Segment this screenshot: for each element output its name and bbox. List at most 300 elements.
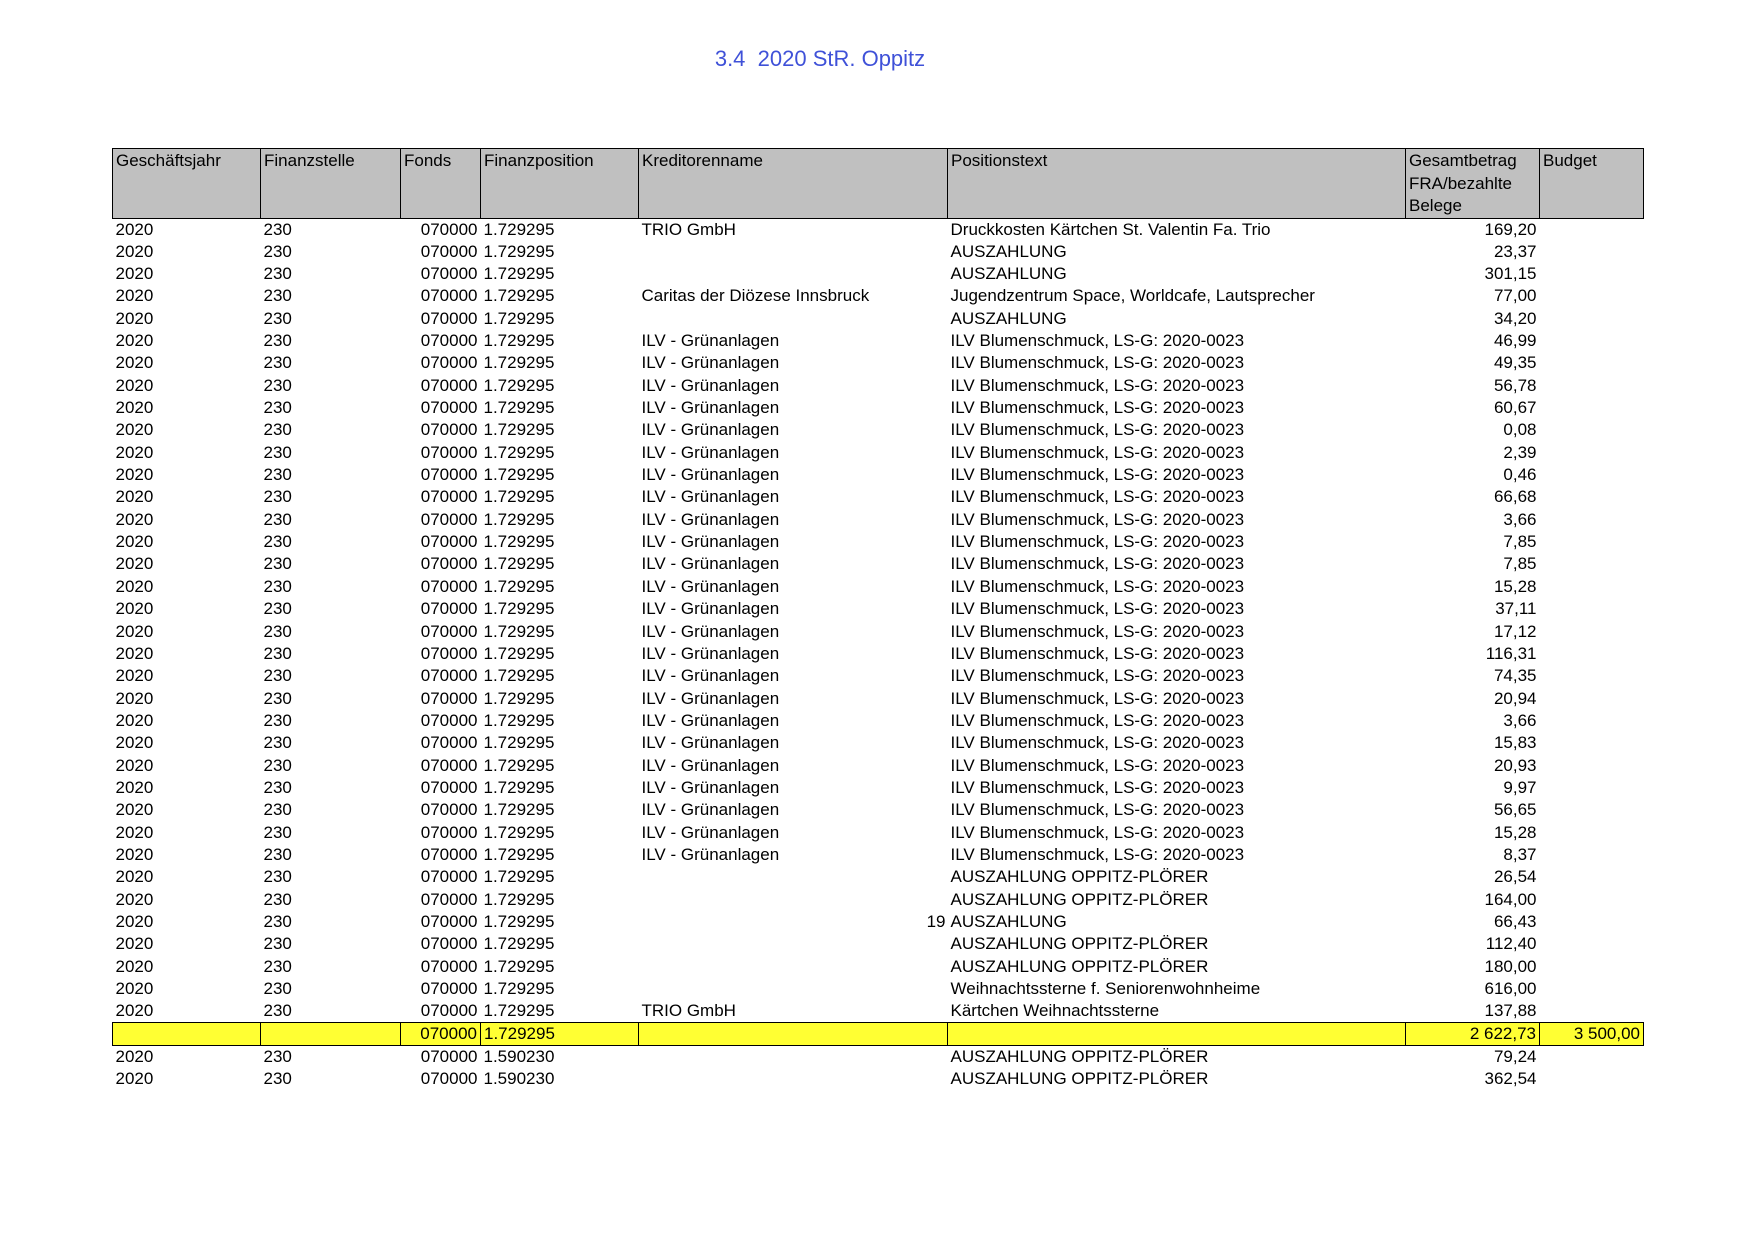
cell-positionstext-value: ILV Blumenschmuck, LS-G: 2020-0023 (950, 331, 1245, 351)
cell-gesamtbetrag (1406, 397, 1540, 419)
cell-finanzstelle (261, 509, 401, 531)
cell-finanzstelle-value: 230 (263, 1069, 292, 1089)
cell-gesamtbetrag-value: 20,93 (1493, 755, 1537, 775)
cell-finanzstelle (261, 844, 401, 866)
cell-gesamtbetrag-value: 23,37 (1493, 241, 1537, 261)
cell-positionstext (948, 866, 1406, 888)
cell-kreditorenname (639, 888, 948, 910)
cell-finanzstelle-value: 230 (263, 554, 292, 574)
col-header-finanzstelle: Finanzstelle (261, 149, 401, 219)
cell-gesamtbetrag-value: 49,35 (1493, 353, 1537, 373)
table-row (113, 509, 1644, 531)
table-row (113, 866, 1644, 888)
cell-gesamtbetrag-value: 362,54 (1484, 1069, 1537, 1089)
cell-finanzstelle-value: 230 (263, 532, 292, 552)
cell-fonds-value: 070000 (420, 1024, 477, 1044)
cell-finanzposition (481, 486, 639, 508)
cell-geschaeftsjahr-value: 2020 (115, 911, 154, 931)
cell-kreditorenname-value: ILV - Grünanlagen (641, 688, 780, 708)
subtotal-row (113, 1023, 1644, 1046)
cell-finanzstelle (261, 710, 401, 732)
cell-finanzposition-value: 1.729295 (483, 1001, 555, 1021)
cell-positionstext (948, 419, 1406, 441)
cell-fonds (401, 1046, 481, 1069)
cell-geschaeftsjahr (113, 665, 261, 687)
cell-finanzposition-value: 1.729295 (483, 241, 555, 261)
cell-fonds (401, 263, 481, 285)
cell-budget (1540, 553, 1644, 575)
cell-kreditorenname (639, 911, 948, 933)
cell-gesamtbetrag (1406, 643, 1540, 665)
cell-finanzstelle (261, 821, 401, 843)
cell-positionstext-value: AUSZAHLUNG (950, 308, 1067, 328)
cell-finanzstelle (261, 687, 401, 709)
cell-budget (1540, 464, 1644, 486)
cell-kreditorenname-value: Caritas der Diözese Innsbruck (641, 286, 870, 306)
cell-finanzposition-value: 1.729295 (483, 710, 555, 730)
cell-finanzposition-value: 1.729295 (483, 733, 555, 753)
cell-finanzposition (481, 710, 639, 732)
cell-kreditorenname (639, 442, 948, 464)
cell-fonds (401, 241, 481, 263)
cell-finanzstelle (261, 263, 401, 285)
cell-positionstext (948, 911, 1406, 933)
cell-geschaeftsjahr-value: 2020 (115, 442, 154, 462)
cell-fonds-value: 070000 (420, 554, 478, 574)
cell-geschaeftsjahr-value: 2020 (115, 822, 154, 842)
cell-geschaeftsjahr-value: 2020 (115, 979, 154, 999)
cell-gesamtbetrag-value: 77,00 (1493, 286, 1537, 306)
cell-positionstext-value: Weihnachtssterne f. Seniorenwohnheime (950, 979, 1261, 999)
table-row (113, 330, 1644, 352)
cell-geschaeftsjahr-value: 2020 (115, 465, 154, 485)
cell-kreditorenname (639, 1000, 948, 1023)
cell-gesamtbetrag-value: 15,28 (1493, 822, 1537, 842)
cell-finanzstelle-value: 230 (263, 442, 292, 462)
cell-budget (1540, 1046, 1644, 1069)
cell-finanzstelle-value: 230 (263, 867, 292, 887)
cell-finanzposition-value: 1.729295 (483, 621, 555, 641)
table-row (113, 710, 1644, 732)
cell-fonds-value: 070000 (420, 308, 478, 328)
cell-gesamtbetrag (1406, 620, 1540, 642)
cell-budget (1540, 330, 1644, 352)
cell-budget (1540, 687, 1644, 709)
cell-geschaeftsjahr-value: 2020 (115, 688, 154, 708)
cell-geschaeftsjahr (113, 352, 261, 374)
cell-positionstext (948, 978, 1406, 1000)
cell-finanzstelle-value: 230 (263, 375, 292, 395)
cell-finanzposition-value: 1.590230 (483, 1069, 555, 1089)
cell-positionstext (948, 553, 1406, 575)
cell-gesamtbetrag (1406, 888, 1540, 910)
cell-kreditorenname-value: ILV - Grünanlagen (641, 844, 780, 864)
cell-geschaeftsjahr (113, 911, 261, 933)
table-row (113, 576, 1644, 598)
cell-gesamtbetrag (1406, 531, 1540, 553)
cell-fonds (401, 218, 481, 241)
table-row (113, 218, 1644, 241)
table-row (113, 978, 1644, 1000)
cell-gesamtbetrag-value: 7,85 (1503, 554, 1537, 574)
cell-finanzposition-value: 1.729295 (483, 353, 555, 373)
cell-gesamtbetrag (1406, 419, 1540, 441)
cell-positionstext-value: ILV Blumenschmuck, LS-G: 2020-0023 (950, 487, 1245, 507)
cell-positionstext-value: ILV Blumenschmuck, LS-G: 2020-0023 (950, 800, 1245, 820)
cell-kreditorenname (639, 687, 948, 709)
cell-geschaeftsjahr (113, 285, 261, 307)
cell-fonds (401, 330, 481, 352)
cell-gesamtbetrag-value: 17,12 (1493, 621, 1537, 641)
cell-positionstext-value: ILV Blumenschmuck, LS-G: 2020-0023 (950, 666, 1245, 686)
cell-finanzstelle-value: 230 (263, 934, 292, 954)
cell-budget (1540, 866, 1644, 888)
cell-gesamtbetrag-value: 8,37 (1503, 844, 1537, 864)
cell-finanzstelle-value: 230 (263, 331, 292, 351)
cell-finanzposition (481, 397, 639, 419)
cell-gesamtbetrag-value: 60,67 (1493, 398, 1537, 418)
cell-geschaeftsjahr-value: 2020 (115, 576, 154, 596)
cell-fonds (401, 576, 481, 598)
cell-positionstext-value: ILV Blumenschmuck, LS-G: 2020-0023 (950, 576, 1245, 596)
cell-kreditorenname (639, 821, 948, 843)
cell-gesamtbetrag-value: 137,88 (1484, 1001, 1537, 1021)
cell-geschaeftsjahr (113, 844, 261, 866)
cell-kreditorenname (639, 218, 948, 241)
cell-kreditorenname (639, 553, 948, 575)
cell-budget (1540, 397, 1644, 419)
cell-positionstext (948, 710, 1406, 732)
table-row (113, 1068, 1644, 1090)
cell-fonds (401, 553, 481, 575)
cell-gesamtbetrag-value: 20,94 (1493, 688, 1537, 708)
cell-fonds-value: 070000 (420, 666, 478, 686)
cell-finanzposition (481, 509, 639, 531)
cell-finanzposition (481, 375, 639, 397)
cell-budget (1540, 956, 1644, 978)
cell-finanzposition (481, 620, 639, 642)
table-row (113, 754, 1644, 776)
cell-fonds-value: 070000 (420, 509, 478, 529)
cell-positionstext-value: AUSZAHLUNG OPPITZ-PLÖRER (950, 1047, 1209, 1067)
cell-budget (1540, 911, 1644, 933)
cell-kreditorenname (639, 509, 948, 531)
cell-kreditorenname-value: ILV - Grünanlagen (641, 509, 780, 529)
table-row (113, 285, 1644, 307)
cell-kreditorenname-value: ILV - Grünanlagen (641, 442, 780, 462)
cell-finanzposition (481, 1046, 639, 1069)
cell-fonds-value: 070000 (420, 241, 478, 261)
cell-finanzposition (481, 1023, 639, 1046)
cell-finanzposition (481, 911, 639, 933)
cell-geschaeftsjahr-value: 2020 (115, 1069, 154, 1089)
cell-geschaeftsjahr (113, 330, 261, 352)
table-row (113, 442, 1644, 464)
cell-finanzstelle (261, 1068, 401, 1090)
cell-fonds (401, 285, 481, 307)
cell-kreditorenname-value: ILV - Grünanlagen (641, 710, 780, 730)
cell-gesamtbetrag (1406, 665, 1540, 687)
cell-finanzposition (481, 799, 639, 821)
col-header-gesamtbetrag (1406, 149, 1540, 219)
cell-gesamtbetrag (1406, 978, 1540, 1000)
cell-positionstext-value: ILV Blumenschmuck, LS-G: 2020-0023 (950, 643, 1245, 663)
cell-fonds-value: 070000 (420, 755, 478, 775)
cell-geschaeftsjahr (113, 620, 261, 642)
cell-geschaeftsjahr-value: 2020 (115, 934, 154, 954)
cell-geschaeftsjahr-value: 2020 (115, 308, 154, 328)
cell-kreditorenname (639, 620, 948, 642)
cell-finanzposition (481, 732, 639, 754)
cell-geschaeftsjahr (113, 821, 261, 843)
cell-kreditorenname (639, 308, 948, 330)
cell-positionstext-value: ILV Blumenschmuck, LS-G: 2020-0023 (950, 375, 1245, 395)
cell-finanzposition (481, 777, 639, 799)
cell-finanzposition-value: 1.729295 (483, 308, 555, 328)
cell-finanzposition-value: 1.729295 (483, 844, 555, 864)
cell-fonds (401, 911, 481, 933)
cell-finanzstelle (261, 375, 401, 397)
cell-geschaeftsjahr-value: 2020 (115, 264, 154, 284)
cell-positionstext-value: ILV Blumenschmuck, LS-G: 2020-0023 (950, 554, 1245, 574)
table-row (113, 777, 1644, 799)
cell-geschaeftsjahr (113, 375, 261, 397)
cell-positionstext-value: AUSZAHLUNG (950, 264, 1067, 284)
cell-gesamtbetrag-value: 9,97 (1503, 777, 1537, 797)
cell-positionstext-value: ILV Blumenschmuck, LS-G: 2020-0023 (950, 621, 1245, 641)
cell-kreditorenname-value: ILV - Grünanlagen (641, 487, 780, 507)
cell-gesamtbetrag-value: 169,20 (1484, 219, 1537, 239)
cell-finanzstelle-value: 230 (263, 688, 292, 708)
cell-finanzstelle-value: 230 (263, 398, 292, 418)
cell-fonds (401, 754, 481, 776)
ledger-body (113, 218, 1644, 1091)
cell-gesamtbetrag (1406, 777, 1540, 799)
cell-finanzposition-value: 1.729295 (483, 420, 555, 440)
cell-finanzposition-value: 1.729295 (483, 442, 555, 462)
cell-finanzstelle-value: 230 (263, 666, 292, 686)
cell-positionstext-value: ILV Blumenschmuck, LS-G: 2020-0023 (950, 844, 1245, 864)
cell-geschaeftsjahr (113, 933, 261, 955)
cell-finanzstelle-value: 230 (263, 509, 292, 529)
cell-fonds-value: 070000 (420, 576, 478, 596)
col-header-geschaeftsjahr: Geschäftsjahr (113, 149, 261, 219)
cell-finanzposition-value: 1.729295 (483, 286, 555, 306)
cell-finanzstelle-value: 230 (263, 621, 292, 641)
cell-positionstext (948, 956, 1406, 978)
cell-kreditorenname-value: ILV - Grünanlagen (641, 353, 780, 373)
cell-budget (1540, 1068, 1644, 1090)
cell-kreditorenname-value: ILV - Grünanlagen (641, 777, 780, 797)
cell-kreditorenname (639, 375, 948, 397)
cell-finanzposition (481, 844, 639, 866)
cell-kreditorenname (639, 978, 948, 1000)
cell-gesamtbetrag (1406, 486, 1540, 508)
cell-gesamtbetrag (1406, 285, 1540, 307)
cell-kreditorenname (639, 576, 948, 598)
col-header-gesamtbetrag-line: Gesamtbetrag (1409, 151, 1517, 170)
cell-fonds-value: 070000 (420, 710, 478, 730)
cell-kreditorenname (639, 352, 948, 374)
cell-positionstext-value: Kärtchen Weihnachtssterne (950, 1001, 1160, 1021)
cell-geschaeftsjahr-value: 2020 (115, 777, 154, 797)
cell-gesamtbetrag-value: 46,99 (1493, 331, 1537, 351)
cell-finanzstelle (261, 241, 401, 263)
table-row (113, 911, 1644, 933)
cell-budget (1540, 352, 1644, 374)
cell-geschaeftsjahr (113, 531, 261, 553)
cell-geschaeftsjahr (113, 732, 261, 754)
cell-kreditorenname (639, 732, 948, 754)
cell-finanzposition (481, 442, 639, 464)
cell-finanzstelle-value: 230 (263, 353, 292, 373)
table-row (113, 375, 1644, 397)
cell-fonds-value: 070000 (420, 911, 478, 931)
cell-positionstext (948, 397, 1406, 419)
cell-kreditorenname (639, 397, 948, 419)
cell-fonds (401, 486, 481, 508)
cell-finanzposition (481, 531, 639, 553)
table-row (113, 933, 1644, 955)
cell-gesamtbetrag-value: 66,43 (1493, 911, 1537, 931)
cell-finanzstelle-value: 230 (263, 219, 292, 239)
cell-geschaeftsjahr (113, 1000, 261, 1023)
cell-positionstext (948, 844, 1406, 866)
cell-fonds (401, 1000, 481, 1023)
table-row (113, 1000, 1644, 1023)
col-header-kreditorenname: Kreditorenname (639, 149, 948, 219)
cell-finanzposition (481, 956, 639, 978)
cell-positionstext (948, 665, 1406, 687)
cell-finanzposition-value: 1.729295 (484, 1024, 555, 1044)
cell-budget-value: 3 500,00 (1573, 1024, 1640, 1044)
cell-positionstext-value: ILV Blumenschmuck, LS-G: 2020-0023 (950, 710, 1245, 730)
cell-fonds (401, 1023, 481, 1046)
cell-fonds-value: 070000 (420, 532, 478, 552)
cell-gesamtbetrag-value: 2 622,73 (1469, 1024, 1536, 1044)
cell-geschaeftsjahr-value: 2020 (115, 956, 154, 976)
cell-geschaeftsjahr-value: 2020 (115, 532, 154, 552)
cell-fonds (401, 308, 481, 330)
cell-finanzposition-value: 1.729295 (483, 956, 555, 976)
cell-budget (1540, 620, 1644, 642)
cell-geschaeftsjahr (113, 509, 261, 531)
cell-finanzstelle-value: 230 (263, 710, 292, 730)
cell-geschaeftsjahr-value: 2020 (115, 621, 154, 641)
cell-positionstext (948, 754, 1406, 776)
cell-positionstext (948, 442, 1406, 464)
cell-positionstext (948, 531, 1406, 553)
cell-fonds (401, 464, 481, 486)
cell-fonds-value: 070000 (420, 1047, 478, 1067)
cell-finanzstelle-value: 230 (263, 1001, 292, 1021)
cell-gesamtbetrag-value: 3,66 (1503, 509, 1537, 529)
cell-geschaeftsjahr (113, 799, 261, 821)
cell-fonds-value: 070000 (420, 420, 478, 440)
cell-fonds (401, 687, 481, 709)
cell-finanzposition (481, 933, 639, 955)
cell-gesamtbetrag (1406, 754, 1540, 776)
cell-kreditorenname (639, 1068, 948, 1090)
cell-finanzposition-value: 1.729295 (483, 375, 555, 395)
cell-kreditorenname-value: ILV - Grünanlagen (641, 576, 780, 596)
cell-gesamtbetrag (1406, 1023, 1540, 1046)
cell-geschaeftsjahr (113, 1046, 261, 1069)
cell-budget (1540, 576, 1644, 598)
cell-finanzstelle (261, 799, 401, 821)
cell-finanzstelle-value: 230 (263, 599, 292, 619)
cell-finanzposition-value: 1.729295 (483, 934, 555, 954)
cell-finanzstelle (261, 665, 401, 687)
cell-fonds (401, 643, 481, 665)
cell-fonds (401, 442, 481, 464)
cell-gesamtbetrag (1406, 352, 1540, 374)
cell-kreditorenname (639, 285, 948, 307)
cell-budget (1540, 754, 1644, 776)
cell-gesamtbetrag-value: 34,20 (1493, 308, 1537, 328)
cell-geschaeftsjahr-value: 2020 (115, 509, 154, 529)
cell-finanzstelle-value: 230 (263, 465, 292, 485)
cell-finanzposition (481, 218, 639, 241)
table-row (113, 687, 1644, 709)
cell-positionstext-value: ILV Blumenschmuck, LS-G: 2020-0023 (950, 733, 1245, 753)
cell-budget (1540, 665, 1644, 687)
cell-finanzstelle (261, 866, 401, 888)
cell-finanzstelle-value: 230 (263, 979, 292, 999)
cell-gesamtbetrag (1406, 933, 1540, 955)
cell-fonds (401, 844, 481, 866)
cell-fonds (401, 419, 481, 441)
cell-finanzposition-value: 1.590230 (483, 1047, 555, 1067)
cell-fonds-value: 070000 (420, 822, 478, 842)
cell-finanzstelle (261, 442, 401, 464)
cell-finanzposition-value: 1.729295 (483, 777, 555, 797)
cell-finanzposition (481, 888, 639, 910)
cell-positionstext (948, 1068, 1406, 1090)
cell-fonds-value: 070000 (420, 442, 478, 462)
cell-finanzstelle (261, 888, 401, 910)
cell-fonds (401, 799, 481, 821)
cell-finanzstelle-value: 230 (263, 822, 292, 842)
cell-fonds-value: 070000 (420, 264, 478, 284)
cell-positionstext (948, 598, 1406, 620)
cell-finanzstelle (261, 352, 401, 374)
cell-finanzstelle (261, 732, 401, 754)
cell-finanzstelle-value: 230 (263, 1047, 292, 1067)
cell-kreditorenname-value: ILV - Grünanlagen (641, 733, 780, 753)
cell-finanzposition (481, 352, 639, 374)
table-row (113, 397, 1644, 419)
cell-positionstext-value: Jugendzentrum Space, Worldcafe, Lautsprecher (950, 286, 1315, 306)
table-row (113, 888, 1644, 910)
cell-positionstext (948, 821, 1406, 843)
cell-kreditorenname (639, 1023, 948, 1046)
cell-positionstext (948, 241, 1406, 263)
cell-gesamtbetrag (1406, 799, 1540, 821)
cell-finanzstelle (261, 218, 401, 241)
cell-fonds-value: 070000 (420, 889, 478, 909)
cell-positionstext (948, 576, 1406, 598)
cell-positionstext (948, 464, 1406, 486)
table-row (113, 419, 1644, 441)
cell-finanzstelle (261, 978, 401, 1000)
cell-fonds (401, 598, 481, 620)
cell-kreditorenname-value: ILV - Grünanlagen (641, 599, 780, 619)
cell-finanzstelle (261, 1023, 401, 1046)
cell-kreditorenname (639, 643, 948, 665)
cell-kreditorenname (639, 531, 948, 553)
cell-gesamtbetrag (1406, 844, 1540, 866)
